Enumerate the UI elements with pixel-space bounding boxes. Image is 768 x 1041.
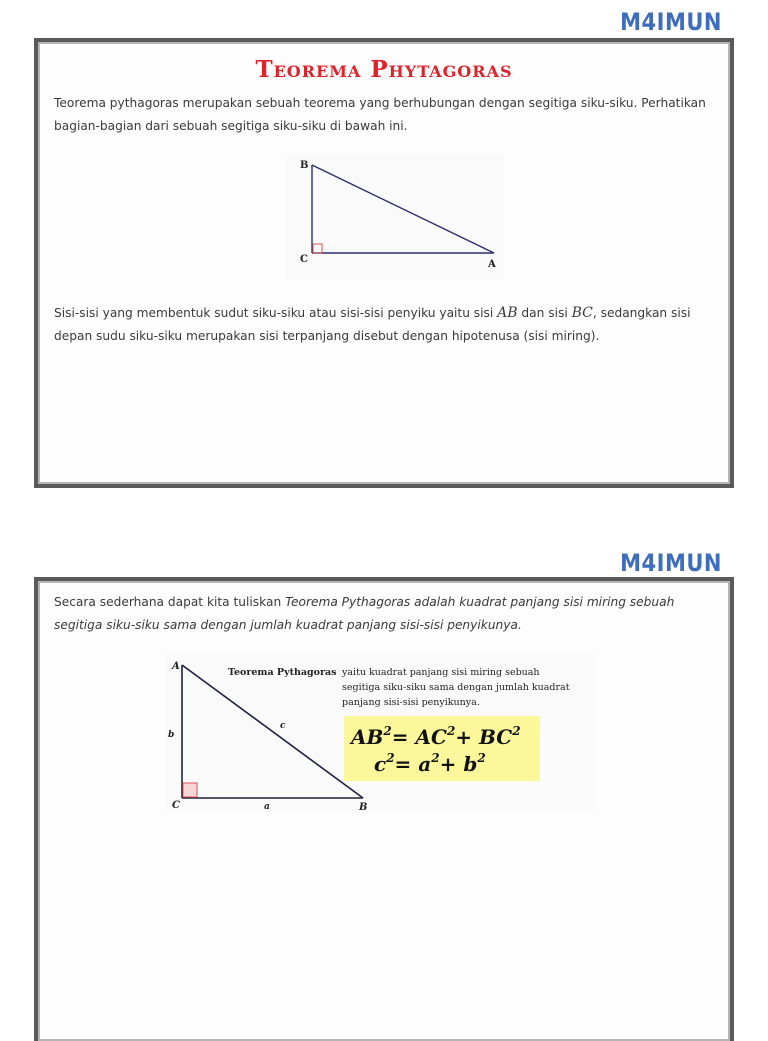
side-label-a: a <box>264 802 270 811</box>
vertex-label-a: A <box>488 259 496 270</box>
caption-title: Teorema Pythagoras <box>228 667 337 678</box>
vertex-label-c: C <box>172 800 180 811</box>
right-triangle-figure <box>286 155 504 280</box>
caption-line-1: yaitu kuadrat panjang sisi miring sebuah <box>342 667 540 678</box>
vertex-label-a: A <box>172 661 180 672</box>
intro-paragraph: Teorema pythagoras merupakan sebuah teorema yang berhubungan dengan segitiga siku-siku. Perhatikan bagian-bagian dari sebuah segitiga siku-siku di bawah ini. <box>54 96 706 133</box>
formula-2: $c^2= a^2+ b^2$ <box>374 751 486 776</box>
vertex-label-b: B <box>359 802 368 811</box>
brand-logo: M4IMUN <box>620 8 722 36</box>
brand-logo: M4IMUN <box>620 549 722 577</box>
math-ab: AB <box>497 305 518 321</box>
vertex-label-c: C <box>300 254 308 265</box>
desc-text-2: dan sisi <box>517 306 572 320</box>
caption-line-3: panjang sisi-sisi penyikunya. <box>342 697 480 708</box>
intro-paragraph <box>54 591 724 637</box>
figure-background <box>286 155 504 280</box>
vertex-label-b: B <box>300 160 309 171</box>
caption-line-2: segitiga siku-siku sama dengan jumlah kuadrat <box>342 682 570 693</box>
slide-1 <box>34 38 734 488</box>
intro-text: Secara sederhana dapat kita tuliskan <box>54 595 286 609</box>
side-label-c: c <box>280 721 286 731</box>
right-angle-mark <box>183 783 197 797</box>
desc-text-1: Sisi-sisi yang membentuk sudut siku-siku atau sisi-sisi penyiku yaitu sisi <box>54 306 498 320</box>
pythagoras-figure <box>166 653 596 811</box>
math-bc: BC <box>571 305 593 321</box>
desc-text-3: , sedangkan sisi depan sudu siku-siku merupakan sisi terpanjang disebut dengan hipotenusa (sisi miring). <box>54 306 691 343</box>
side-label-b: b <box>168 730 175 740</box>
description-paragraph <box>54 302 724 348</box>
intro-emphasis: Teorema Pythagoras adalah kuadrat panjang sisi miring sebuah segitiga siku-siku sama dengan jumlah kuadrat panjang sisi-sisi penyikunya. <box>54 595 675 632</box>
slide-2 <box>34 577 734 1041</box>
formula-1: $AB^2= AC^2+ BC^2$ <box>351 724 521 749</box>
slide-title: Teorema Phytagoras <box>255 56 513 83</box>
